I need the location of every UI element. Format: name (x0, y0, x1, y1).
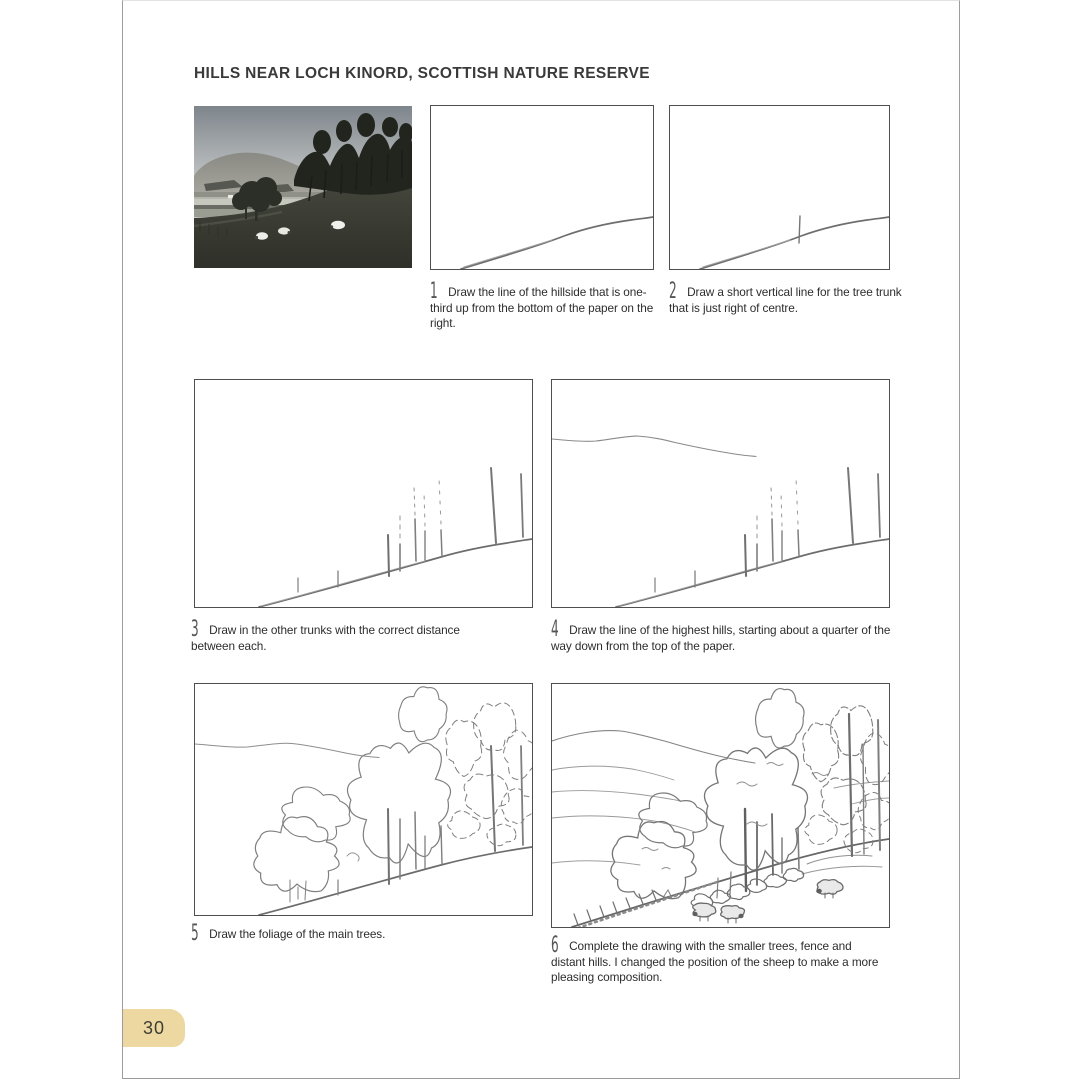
step-2-caption (669, 279, 907, 316)
step-1-sketch (430, 105, 654, 270)
reference-photo-svg (194, 106, 412, 268)
page-number: 30 (142, 1017, 166, 1038)
step-3-number: 3 (191, 617, 199, 642)
step-1-caption (430, 279, 655, 332)
step-3-caption (191, 617, 491, 654)
step-3-caption-text: Draw in the other trunks with the correct distance between each. (191, 623, 460, 653)
step-4-sketch (551, 379, 890, 608)
step-5-sketch (194, 683, 533, 916)
step-4-caption (551, 617, 907, 654)
step-2-number: 2 (669, 279, 677, 304)
step-5-caption-text: Draw the foliage of the main trees. (209, 927, 386, 941)
step-2-sketch (669, 105, 890, 270)
step-6-sketch (551, 683, 890, 928)
page-title: HILLS NEAR LOCH KINORD, SCOTTISH NATURE RESERVE (194, 65, 650, 82)
step-6-caption (551, 933, 887, 986)
book-page (122, 0, 960, 1079)
page-number-badge (123, 1009, 185, 1047)
step-4-caption-text: Draw the line of the highest hills, starting about a quarter of the way down from the top of the paper. (551, 623, 891, 653)
reference-photo (194, 106, 412, 268)
step-5-caption (191, 921, 521, 946)
step-6-caption-text: Complete the drawing with the smaller trees, fence and distant hills. I changed the position of the sheep to make a more pleasing composition. (551, 939, 879, 984)
step-1-number: 1 (430, 279, 438, 304)
step-2-caption-text: Draw a short vertical line for the tree trunk that is just right of centre. (669, 285, 902, 315)
step-5-number: 5 (191, 921, 199, 946)
step-4-number: 4 (551, 617, 559, 642)
step-6-number: 6 (551, 933, 559, 958)
step-1-caption-text: Draw the line of the hillside that is one-third up from the bottom of the paper on the right. (430, 285, 654, 330)
step-3-sketch (194, 379, 533, 608)
